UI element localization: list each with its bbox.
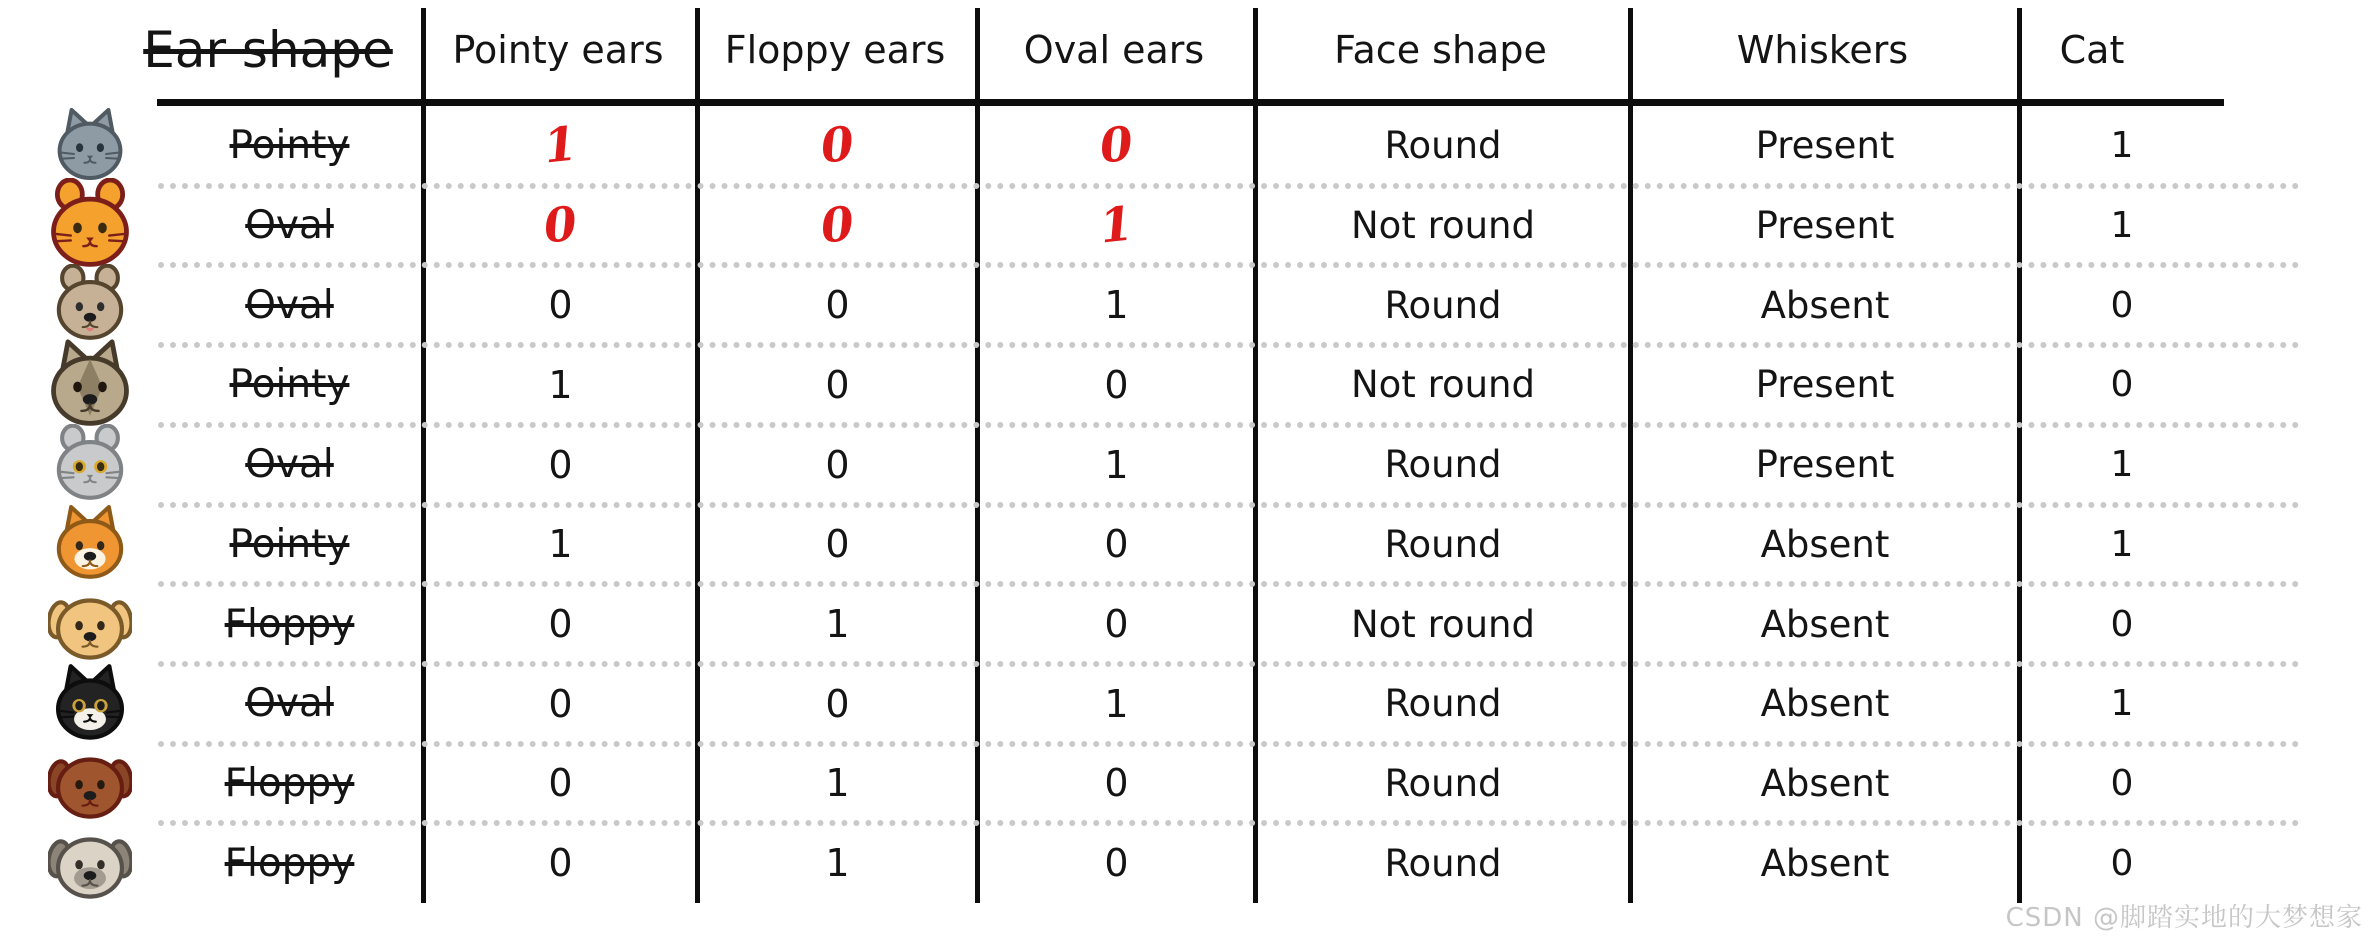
table-body	[0, 106, 2377, 903]
whiskers-value: Present	[1755, 443, 1895, 487]
gray-cat-yellow-eyes-icon	[38, 424, 142, 506]
tan-dog-icon	[38, 264, 142, 346]
whiskers-value: Absent	[1760, 283, 1890, 327]
cat-label-value: 1	[2110, 683, 2134, 725]
ear-shape-value: Oval	[245, 442, 334, 488]
wolf-dog-icon	[38, 337, 142, 433]
col-header-oval-ears: Oval ears	[1023, 27, 1205, 72]
face-shape-value: Not round	[1350, 204, 1535, 248]
cat-label-value: 0	[2110, 364, 2134, 406]
col-header-floppy-ears: Floppy ears	[724, 27, 946, 72]
oval-ears-value: 0	[1104, 761, 1129, 806]
table-row	[0, 664, 2377, 744]
whiskers-value: Absent	[1760, 841, 1890, 885]
col-header-face-shape: Face shape	[1334, 27, 1547, 72]
pointy-ears-value: 0	[548, 841, 573, 886]
floppy-ears-value: 1	[825, 602, 850, 647]
table-row	[0, 345, 2377, 425]
table-row	[0, 584, 2377, 664]
floppy-ears-value: 0	[818, 196, 857, 255]
ear-shape-value: Oval	[245, 203, 334, 249]
whiskers-value: Absent	[1760, 682, 1890, 726]
col-header-cat: Cat	[2059, 27, 2125, 72]
oval-ears-value: 1	[1104, 283, 1129, 328]
floppy-ears-value: 0	[818, 116, 857, 175]
pointy-ears-value: 0	[548, 283, 573, 328]
floppy-ears-value: 1	[825, 841, 850, 886]
floppy-ears-value: 1	[825, 761, 850, 806]
floppy-ears-value: 0	[825, 681, 850, 726]
cat-label-value: 0	[2110, 284, 2134, 326]
face-shape-value: Round	[1384, 522, 1502, 566]
ear-shape-value: Floppy	[224, 760, 355, 806]
ear-shape-value: Floppy	[224, 601, 355, 647]
pointy-ears-value: 1	[548, 522, 573, 567]
whiskers-value: Present	[1755, 363, 1895, 407]
ear-shape-value: Floppy	[224, 840, 355, 886]
cat-label-value: 1	[2110, 205, 2134, 247]
cat-label-value: 0	[2110, 762, 2134, 804]
gray-cat-icon	[38, 106, 142, 186]
whiskers-value: Present	[1755, 124, 1895, 168]
table-row	[0, 823, 2377, 903]
ear-shape-value: Oval	[245, 681, 334, 727]
table-row	[0, 186, 2377, 266]
oval-ears-value: 1	[1097, 196, 1136, 255]
tuxedo-cat-icon	[38, 662, 142, 746]
floppy-ears-value: 0	[825, 362, 850, 407]
brown-dog-icon	[38, 741, 142, 825]
csdn-watermark: CSDN @脚踏实地的大梦想家	[2005, 903, 2363, 933]
cat-label-value: 1	[2110, 523, 2134, 565]
pointy-ears-value: 1	[548, 362, 573, 407]
whiskers-value: Absent	[1760, 602, 1890, 646]
ear-shape-value: Pointy	[229, 362, 350, 408]
col-header-whiskers: Whiskers	[1736, 27, 1909, 72]
oval-ears-value: 0	[1104, 522, 1129, 567]
face-shape-value: Round	[1384, 761, 1502, 805]
table-row	[0, 505, 2377, 585]
pug-dog-icon	[38, 821, 142, 905]
floppy-ears-value: 0	[825, 283, 850, 328]
shiba-dog-icon	[38, 503, 142, 585]
pointy-ears-value: 0	[548, 442, 573, 487]
face-shape-value: Round	[1384, 682, 1502, 726]
oval-ears-value: 0	[1104, 362, 1129, 407]
ear-shape-header-label: Ear shape	[143, 20, 393, 79]
oval-ears-value: 1	[1104, 442, 1129, 487]
face-shape-value: Round	[1384, 124, 1502, 168]
pointy-ears-value: 1	[541, 116, 580, 175]
oval-ears-value: 0	[1104, 602, 1129, 647]
oval-ears-value: 0	[1104, 841, 1129, 886]
face-shape-value: Round	[1384, 283, 1502, 327]
header-underline	[157, 99, 2224, 106]
floppy-ears-value: 0	[825, 442, 850, 487]
table-row	[0, 265, 2377, 345]
table-row	[0, 106, 2377, 186]
face-shape-value: Round	[1384, 443, 1502, 487]
cat-label-value: 1	[2110, 125, 2134, 167]
face-shape-value: Not round	[1350, 602, 1535, 646]
pointy-ears-value: 0	[548, 681, 573, 726]
ear-shape-value: Oval	[245, 282, 334, 328]
floppy-ears-value: 0	[825, 522, 850, 567]
table-row	[0, 744, 2377, 824]
orange-cat-icon	[38, 178, 142, 274]
face-shape-value: Not round	[1350, 363, 1535, 407]
col-header-ear-shape	[118, 0, 418, 99]
cat-label-value: 0	[2110, 842, 2134, 884]
ear-shape-value: Pointy	[229, 521, 350, 567]
whiskers-value: Absent	[1760, 522, 1890, 566]
oval-ears-value: 0	[1097, 116, 1136, 175]
pointy-ears-value: 0	[541, 196, 580, 255]
table-row	[0, 425, 2377, 505]
oval-ears-value: 1	[1104, 681, 1129, 726]
golden-puppy-icon	[38, 582, 142, 666]
col-header-pointy-ears: Pointy ears	[452, 27, 664, 72]
whiskers-value: Present	[1755, 204, 1895, 248]
cat-label-value: 1	[2110, 444, 2134, 486]
pointy-ears-value: 0	[548, 602, 573, 647]
pointy-ears-value: 0	[548, 761, 573, 806]
cat-label-value: 0	[2110, 603, 2134, 645]
whiskers-value: Absent	[1760, 761, 1890, 805]
ear-shape-value: Pointy	[229, 123, 350, 169]
face-shape-value: Round	[1384, 841, 1502, 885]
